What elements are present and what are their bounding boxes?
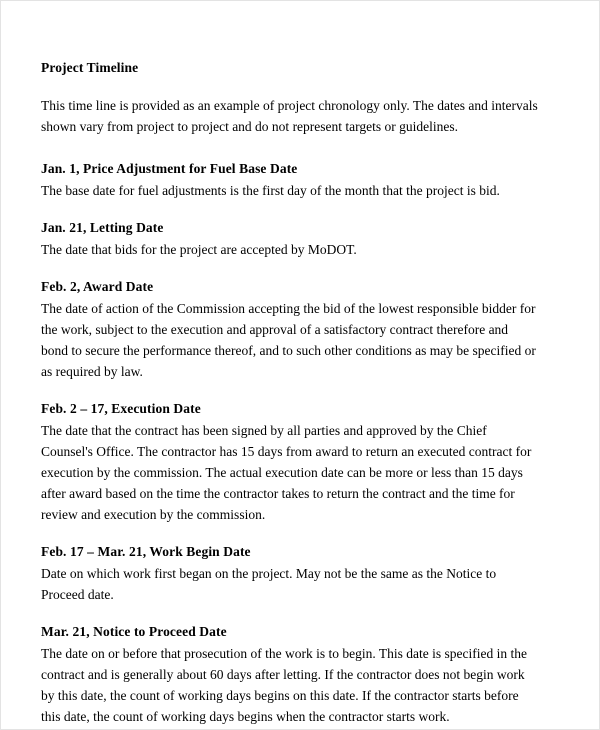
intro-paragraph: This time line is provided as an example of project chronology only. The dates and intervals shown vary from project to project and do not represent targets or guidelines.	[41, 98, 538, 134]
section-heading: Jan. 1, Price Adjustment for Fuel Base Date	[41, 161, 298, 176]
section-work-begin-date	[41, 542, 541, 605]
section-notice-to-proceed-date	[41, 622, 541, 727]
section-price-adjustment-fuel-base-date	[41, 159, 541, 201]
section-body: The date that the contract has been signed by all parties and approved by the Chief Counsel's Office. The contractor has 15 days from award to return an executed contract for execution by the commission. The actual execution date can be more or less than 15 days after award based on the time the contractor takes to return the contract and the time for review and execution by the commission.	[41, 423, 532, 522]
section-body: The base date for fuel adjustments is the first day of the month that the project is bid.	[41, 183, 500, 198]
section-body: The date of action of the Commission accepting the bid of the lowest responsible bidder for the work, subject to the execution and approval of a satisfactory contract therefore and bond to secure the performance thereof, and to such other conditions as may be specified or as required by law.	[41, 301, 536, 379]
page-title: Project Timeline	[41, 60, 139, 75]
section-body: The date on or before that prosecution of the work is to begin. This date is specified in the contract and is generally about 60 days after letting. If the contractor does not begin work by this date, the count of working days begins on this date. If the contractor starts before this date, the count of working days begins when the contractor starts work.	[41, 646, 527, 724]
section-body: Date on which work first began on the project. May not be the same as the Notice to Proceed date.	[41, 566, 497, 602]
section-heading: Jan. 21, Letting Date	[41, 220, 164, 235]
section-heading: Feb. 17 – Mar. 21, Work Begin Date	[41, 544, 251, 559]
section-letting-date	[41, 218, 541, 260]
section-award-date	[41, 277, 541, 382]
section-heading: Feb. 2, Award Date	[41, 279, 154, 294]
section-execution-date	[41, 399, 541, 525]
section-heading: Feb. 2 – 17, Execution Date	[41, 401, 201, 416]
section-heading: Mar. 21, Notice to Proceed Date	[41, 624, 227, 639]
section-body: The date that bids for the project are accepted by MoDOT.	[41, 242, 357, 257]
